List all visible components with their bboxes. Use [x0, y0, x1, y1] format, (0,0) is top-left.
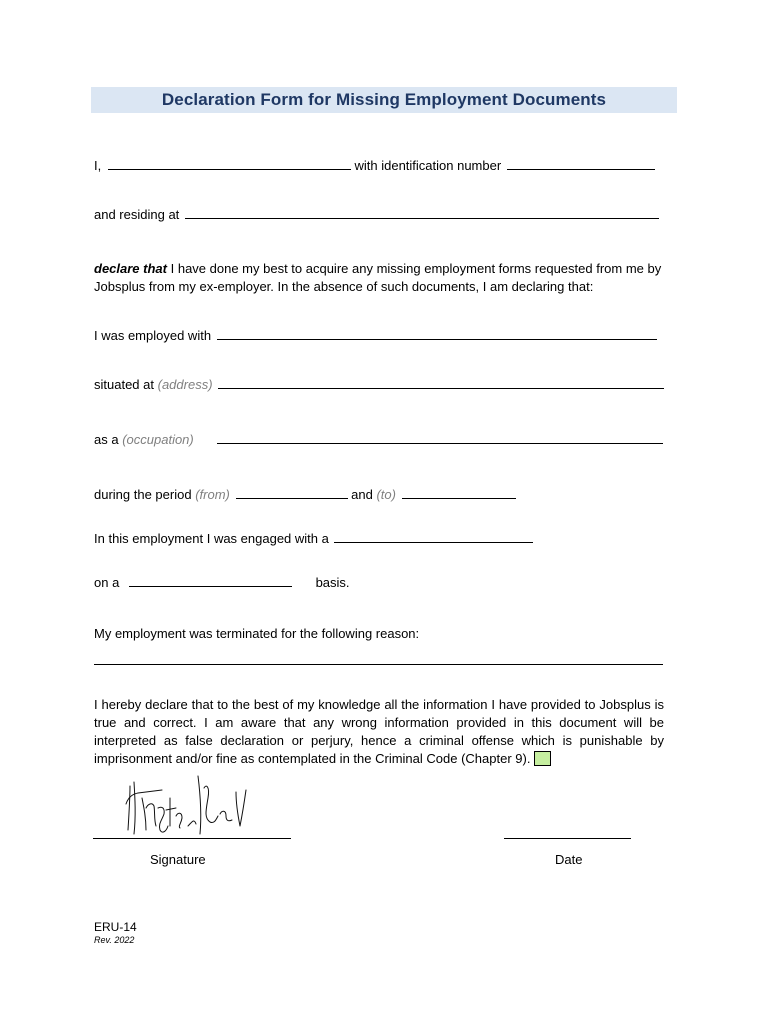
- period-from-hint: (from): [195, 487, 230, 502]
- occupation-line: [94, 431, 663, 448]
- period-label: during the period: [94, 487, 192, 502]
- form-code: ERU-14: [94, 920, 137, 934]
- form-revision: Rev. 2022: [94, 935, 135, 945]
- id-label: with identification number: [354, 158, 502, 173]
- termination-reason-field[interactable]: [94, 664, 663, 665]
- declare-bold: declare that: [94, 261, 167, 276]
- date-line[interactable]: [504, 838, 631, 839]
- period-line: [94, 486, 516, 503]
- title-band: [91, 87, 677, 113]
- terminated-line: [94, 625, 419, 642]
- declare-line-2: [94, 278, 593, 295]
- basis-prefix: on a: [94, 575, 120, 590]
- period-to-field[interactable]: [402, 487, 516, 499]
- residing-label: and residing at: [94, 207, 180, 222]
- employer-field[interactable]: [217, 328, 657, 340]
- id-number-field[interactable]: [507, 158, 655, 170]
- basis-line: [94, 574, 350, 591]
- signature-line[interactable]: [93, 838, 291, 839]
- contract-type-field[interactable]: [334, 531, 533, 543]
- situated-label: situated at: [94, 377, 154, 392]
- occupation-label: as a: [94, 432, 119, 447]
- declaration-text: I hereby declare that to the best of my knowledge all the information I have provided to Jobsplus is true and correct. I am aware that any wrong information provided in this document will be interpreted as false declaration or perjury, hence a criminal offense which is punishable by imprisonment and/or fine as contemplated in the Criminal Code (Chapter 9).: [94, 697, 664, 766]
- name-id-line: [94, 157, 655, 174]
- declare-rest: I have done my best to acquire any missing employment forms requested from me by: [170, 261, 662, 276]
- address-field[interactable]: [185, 207, 659, 219]
- employer-address-field[interactable]: [218, 377, 664, 389]
- basis-field[interactable]: [129, 575, 292, 587]
- period-to-hint: (to): [376, 487, 396, 502]
- situated-line: [94, 376, 664, 393]
- period-and: and: [351, 487, 373, 502]
- signature-label: Signature: [150, 852, 206, 867]
- declare-line-2-text: Jobsplus from my ex-employer. In the absence of such documents, I am declaring that:: [94, 279, 594, 294]
- name-field[interactable]: [108, 158, 351, 170]
- period-from-field[interactable]: [236, 487, 348, 499]
- occupation-field[interactable]: [217, 432, 663, 444]
- situated-hint: (address): [157, 377, 213, 392]
- residing-line: [94, 206, 659, 223]
- confirm-checkbox[interactable]: [534, 751, 551, 766]
- occupation-hint: (occupation): [122, 432, 194, 447]
- employed-line: [94, 327, 657, 344]
- employed-label: I was employed with: [94, 328, 212, 343]
- engaged-line: [94, 530, 533, 547]
- declare-line-1: [94, 260, 661, 277]
- name-prefix: I,: [94, 158, 102, 173]
- declaration-paragraph: [94, 696, 664, 768]
- handwritten-signature: [118, 768, 258, 840]
- form-title: Declaration Form for Missing Employment Documents: [161, 90, 607, 109]
- engaged-label: In this employment I was engaged with a: [94, 531, 329, 546]
- basis-suffix: basis.: [315, 575, 350, 590]
- date-label: Date: [555, 852, 583, 867]
- terminated-label: My employment was terminated for the following reason:: [94, 626, 420, 641]
